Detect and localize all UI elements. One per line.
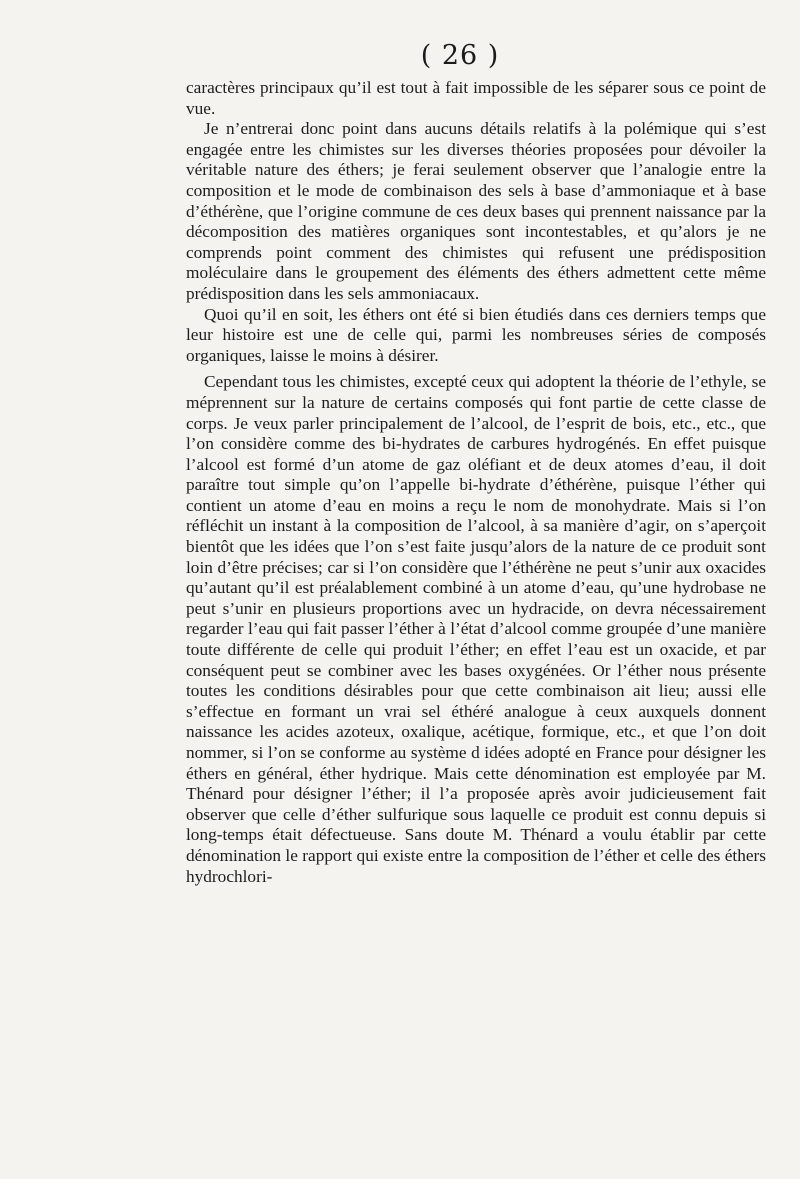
paragraph-ethers-etudies: Quoi qu’il en soit, les éthers ont été si bien étudiés dans ces derniers temps que leur histoire est une de celle qui, parmi les nombreuses séries de composés organiques, laisse le moins à désirer. xyxy=(186,304,766,365)
paragraph-alcool: Cependant tous les chimistes, excepté ceux qui adoptent la théorie de l’ethyle, se méprennent sur la nature de certains composés qui font partie de cette classe de corps. Je veux parler principalement de l’alcool, de l’esprit de bois, etc., etc., que l’on considère comme des bi-hydrates de carbures hydrogénés. En effet puisque l’alcool est formé d’un atome de gaz oléfiant et de deux atomes d’eau, il doit paraître tout simple qu’on l’appelle bi-hydrate d’éthérène, puisque l’éther qui contient un atome d’eau en moins a reçu le nom de monohydrate. Mais si l’on réfléchit un instant à la composition de l’alcool, à sa manière d’agir, on s’aperçoit bientôt que les idées que l’on s’est faite jusqu’alors de la nature de ce produit sont loin d’être précises; car si l’on considère que l’éthérène ne peut s’unir aux oxacides qu’autant qu’il est préalablement combiné à un atome d’eau, qu’une hydrobase ne peut s’unir en plusieurs proportions avec un hydracide, on devra nécessairement regarder l’eau qui fait passer l’éther à l’état d’alcool comme groupée d’une manière toute différente de celle qui produit l’éther; en effet l’eau est un oxacide, et par conséquent peut se combiner avec les bases oxygénées. Or l’éther nous présente toutes les conditions désirables pour que cette combinaison ait lieu; aussi elle s’effectue en formant un vrai sel éthéré analogue à ceux auxquels donnent naissance les acides azoteux, oxalique, acétique, formique, etc., et que l’on doit nommer, si l’on se conforme au système d idées adopté en France pour désigner les éthers en général, éther hydrique. Mais cette dénomination est employée par M. Thénard pour désigner l’éther; il l’a proposée après avoir judicieusement fait observer que celle d’éther sulfurique sous laquelle ce produit est connu depuis si long-temps était défectueuse. Sans doute M. Thénard a voulu établir par cette dénomination le rapport qui existe entre la composition de l’éther et celle des éthers hydrochlori- xyxy=(186,372,766,886)
page-body xyxy=(186,78,766,887)
paragraph-polemique: Je n’entrerai donc point dans aucuns détails relatifs à la polémique qui s’est engagée entre les chimistes sur les diverses théories proposées pour dévoiler la véritable nature des éthers; je ferai seulement observer que l’analogie entre la composition et le mode de combinaison des sels à base d’ammoniaque et à base d’éthérène, que l’origine commune de ces deux bases qui prennent naissance par la décomposition des matières organiques sont incontestables, et qu’alors je ne comprends point comment des chimistes qui refusent une prédisposition moléculaire dans le groupement des éléments des éthers admettent cette même prédisposition dans les sels ammoniacaux. xyxy=(186,119,766,303)
paragraph-continuation: caractères principaux qu’il est tout à fait impossible de les séparer sous ce point de vue. xyxy=(186,78,766,118)
page-number: ( 26 ) xyxy=(420,40,500,71)
